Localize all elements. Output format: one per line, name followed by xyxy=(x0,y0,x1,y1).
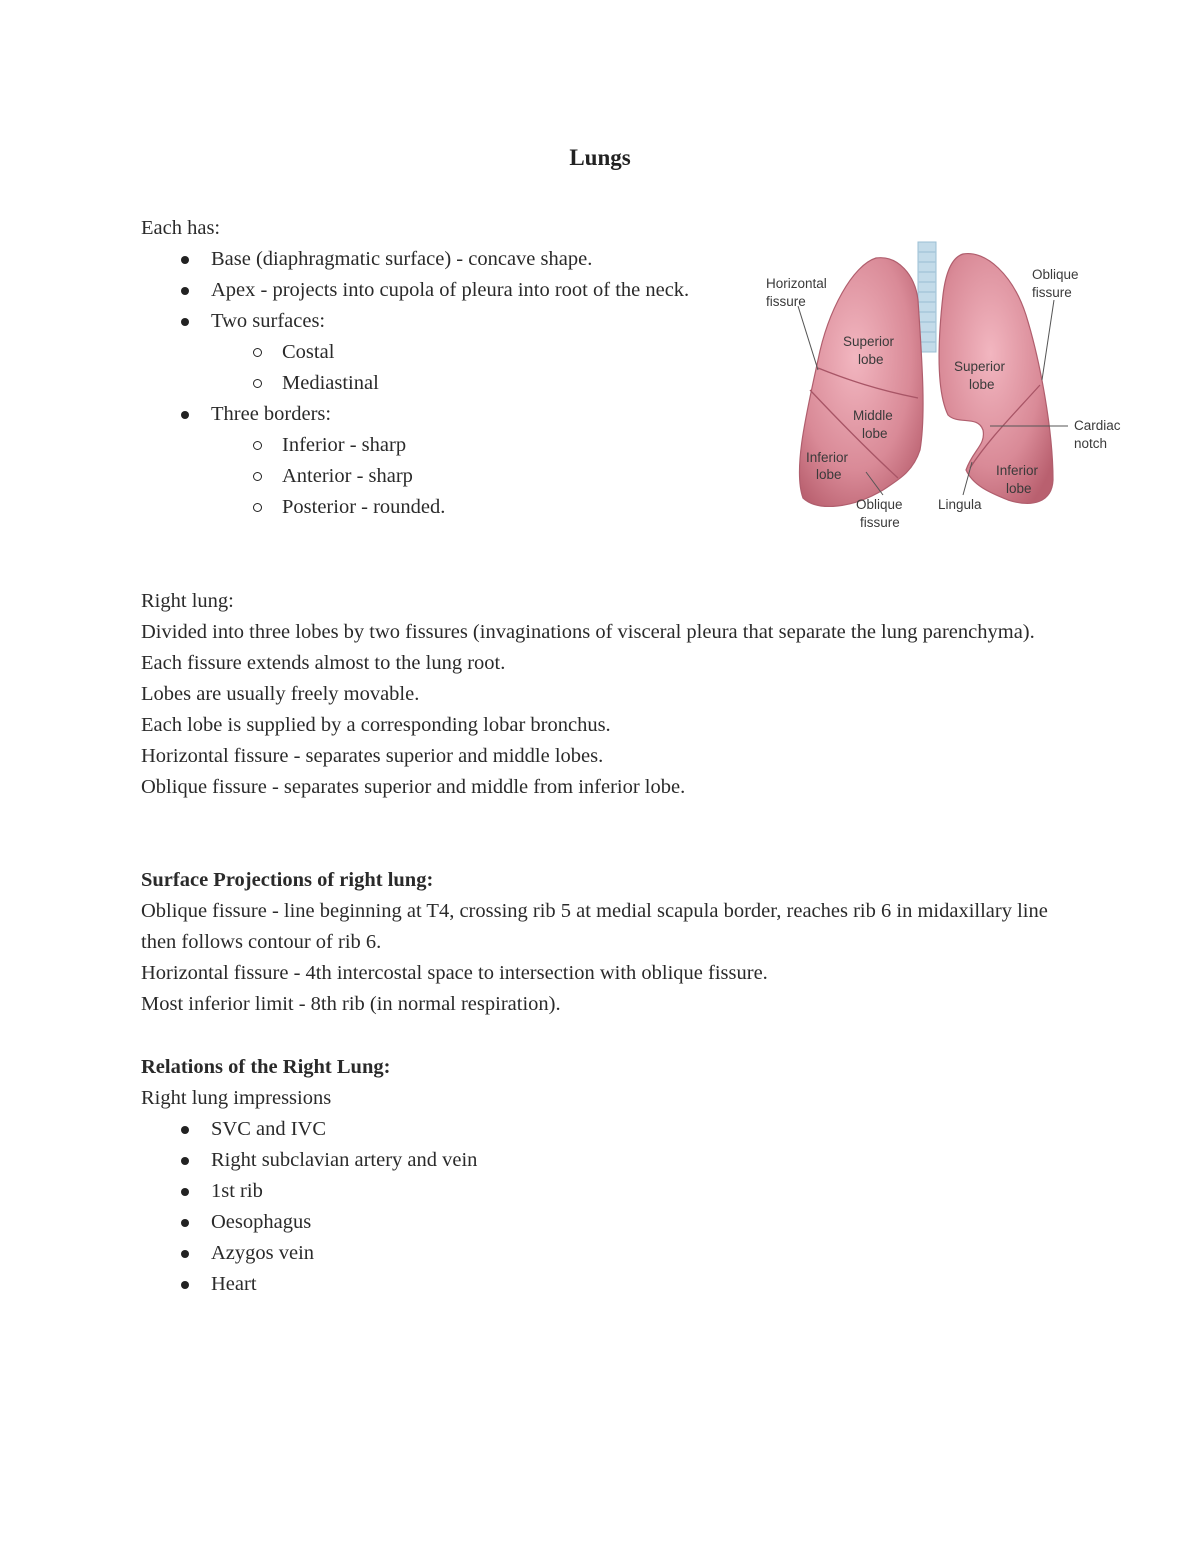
sublist xyxy=(211,337,721,399)
label-superior-lobe-right: Superior lobe xyxy=(843,334,895,367)
paragraph-line: Horizontal fissure - 4th intercostal space to intersection with oblique fissure. xyxy=(141,962,768,984)
section-heading: Surface Projections of right lung: xyxy=(141,869,434,891)
paragraph-line: Each fissure extends almost to the lung root. xyxy=(141,652,506,674)
bullet-icon xyxy=(181,287,189,295)
sublist-item: Posterior - rounded. xyxy=(211,492,721,523)
label-inferior-lobe-left: Inferior lobe xyxy=(996,463,1039,496)
paragraph-line: Oblique fissure - line beginning at T4, crossing rib 5 at medial scapula border, reaches rib 6 in midaxillary line then follows contour of rib 6. xyxy=(141,900,1048,953)
paragraph-line: Right lung: xyxy=(141,590,234,612)
label-inferior-lobe-right: Inferior lobe xyxy=(806,450,849,482)
bullet-icon xyxy=(181,1250,189,1258)
paragraph-line: Lobes are usually freely movable. xyxy=(141,683,420,705)
sublist-item: Costal xyxy=(211,337,721,368)
page-title: Lungs xyxy=(569,145,631,170)
intro-section xyxy=(141,213,721,523)
bullet-icon xyxy=(181,1157,189,1165)
bullet-icon xyxy=(181,1126,189,1134)
list-item: Oesophagus xyxy=(141,1207,1061,1238)
intro-list xyxy=(141,244,721,523)
list-item: Three borders: Inferior - sharp Anterior - sharp Posterior - rounded. xyxy=(141,399,721,523)
hollow-bullet-icon xyxy=(253,441,262,450)
hollow-bullet-icon xyxy=(253,472,262,481)
label-cardiac-notch: Cardiac notch xyxy=(1074,418,1121,451)
list-item: Apex - projects into cupola of pleura into root of the neck. xyxy=(141,275,721,306)
label-superior-lobe-left: Superior lobe xyxy=(954,359,1006,392)
relations-section xyxy=(141,1052,1061,1300)
lung-anatomy-figure xyxy=(758,240,1138,540)
lung-diagram xyxy=(758,240,1138,540)
section-heading: Relations of the Right Lung: xyxy=(141,1056,391,1078)
label-oblique-fissure-bottom: Oblique fissure xyxy=(856,497,903,530)
list-item: SVC and IVC xyxy=(141,1114,1061,1145)
paragraph-line: Each lobe is supplied by a corresponding lobar bronchus. xyxy=(141,714,611,736)
surface-projections-section xyxy=(141,865,1061,1020)
bullet-icon xyxy=(181,318,189,326)
sublist xyxy=(211,430,721,523)
paragraph-line: Oblique fissure - separates superior and middle from inferior lobe. xyxy=(141,776,686,798)
list-item: Base (diaphragmatic surface) - concave shape. xyxy=(141,244,721,275)
label-middle-lobe: Middle lobe xyxy=(853,408,893,441)
bullet-icon xyxy=(181,1219,189,1227)
paragraph-line: Most inferior limit - 8th rib (in normal respiration). xyxy=(141,993,561,1015)
intro-lead: Each has: xyxy=(141,217,221,239)
sublist-item: Mediastinal xyxy=(211,368,721,399)
bullet-icon xyxy=(181,1281,189,1289)
sublist-item: Inferior - sharp xyxy=(211,430,721,461)
bullet-icon xyxy=(181,411,189,419)
bullet-icon xyxy=(181,1188,189,1196)
sublist-item: Anterior - sharp xyxy=(211,461,721,492)
list-item: Two surfaces: Costal Mediastinal xyxy=(141,306,721,399)
hollow-bullet-icon xyxy=(253,379,262,388)
hollow-bullet-icon xyxy=(253,348,262,357)
list-item: Heart xyxy=(141,1269,1061,1300)
paragraph-line: Right lung impressions xyxy=(141,1087,332,1109)
paragraph-line: Divided into three lobes by two fissures (invaginations of visceral pleura that separate the lung parenchyma). xyxy=(141,621,1035,643)
list-item: Right subclavian artery and vein xyxy=(141,1145,1061,1176)
hollow-bullet-icon xyxy=(253,503,262,512)
label-lingula: Lingula xyxy=(938,497,982,512)
right-lung-section xyxy=(141,586,1061,803)
bullet-icon xyxy=(181,256,189,264)
impressions-list xyxy=(141,1114,1061,1300)
label-horizontal-fissure: Horizontal fissure xyxy=(766,276,827,309)
list-item: 1st rib xyxy=(141,1176,1061,1207)
label-oblique-fissure-top: Oblique fissure xyxy=(1032,267,1079,300)
paragraph-line: Horizontal fissure - separates superior and middle lobes. xyxy=(141,745,604,767)
list-item: Azygos vein xyxy=(141,1238,1061,1269)
